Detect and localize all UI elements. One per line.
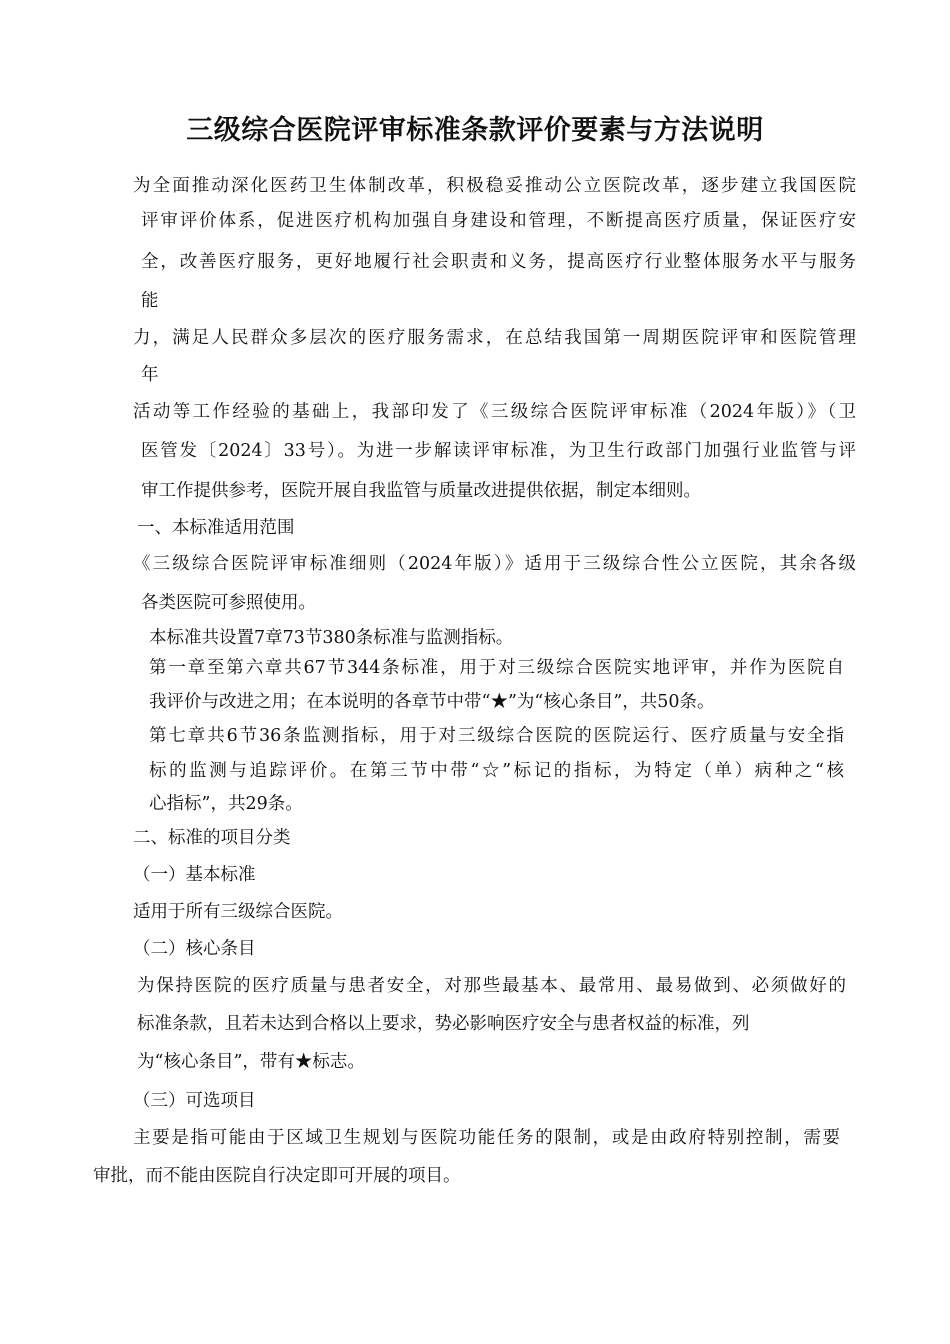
subsection-heading: （一）基本标准 [133,865,256,885]
intro-line: 活动等工作经验的基础上，我部印发了《三级综合医院评审标准（2024年版）》（卫 [133,402,856,422]
document-title: 三级综合医院评审标准条款评价要素与方法说明 [186,115,764,146]
optional-line: 审批，而不能由医院自行决定即可开展的项目。 [93,1166,461,1186]
core-line: 为保持医院的医疗质量与患者安全，对那些最基本、最常用、最易做到、必须做好的 [137,976,846,996]
intro-line: 医管发〔2024〕33号）。为进一步解读评审标准，为卫生行政部门加强行业监管与评 [141,441,856,461]
intro-line: 力，满足人民群众多层次的医疗服务需求，在总结我国第一周期医院评审和医院管理 [133,328,856,348]
intro-line: 年 [141,365,159,385]
section-heading: 二、标准的项目分类 [133,828,291,848]
chapters-line: 我评价与改进之用；在本说明的各章节中带“★”为“核心条目”，共50条。 [149,692,715,712]
chapter7-line: 心指标”，共29条。 [149,794,303,814]
subsection-heading: （三）可选项目 [133,1091,256,1111]
intro-line: 为全面推动深化医药卫生体制改革，积极稳妥推动公立医院改革，逐步建立我国医院 [133,176,856,196]
chapter7-line: 标的监测与追踪评价。在第三节中带“☆”标记的指标，为特定（单）病种之“核 [149,761,844,781]
section-heading: 一、本标准适用范围 [137,518,295,538]
intro-line: 能 [141,291,159,311]
core-line: 为“核心条目”，带有★标志。 [137,1052,365,1072]
chapter7-line: 第七章共6节36条监测指标，用于对三级综合医院的医院运行、医疗质量与安全指 [149,726,844,746]
intro-line: 审工作提供参考，医院开展自我监管与质量改进提供依据，制定本细则。 [141,481,701,501]
summary-line: 本标准共设置7章73节380条标准与监测指标。 [149,628,514,648]
optional-line: 主要是指可能由于区域卫生规划与医院功能任务的限制，或是由政府特别控制，需要 [133,1128,840,1148]
intro-line: 评审评价体系，促进医疗机构加强自身建设和管理，不断提高医疗质量，保证医疗安 [141,211,856,231]
subsection-heading: （二）核心条目 [133,939,256,959]
scope-line: 《三级综合医院评审标准细则（2024年版）》适用于三级综合性公立医院，其余各级 [133,554,856,574]
chapters-line: 第一章至第六章共67节344条标准，用于对三级综合医院实地评审，并作为医院自 [149,658,844,678]
scope-line: 各类医院可参照使用。 [141,593,316,613]
basic-text: 适用于所有三级综合医院。 [133,902,343,922]
intro-line: 全，改善医疗服务，更好地履行社会职责和义务，提高医疗行业整体服务水平与服务 [141,252,856,272]
core-line: 标准条款，且若未达到合格以上要求，势必影响医疗安全与患者权益的标准，列 [137,1014,750,1034]
